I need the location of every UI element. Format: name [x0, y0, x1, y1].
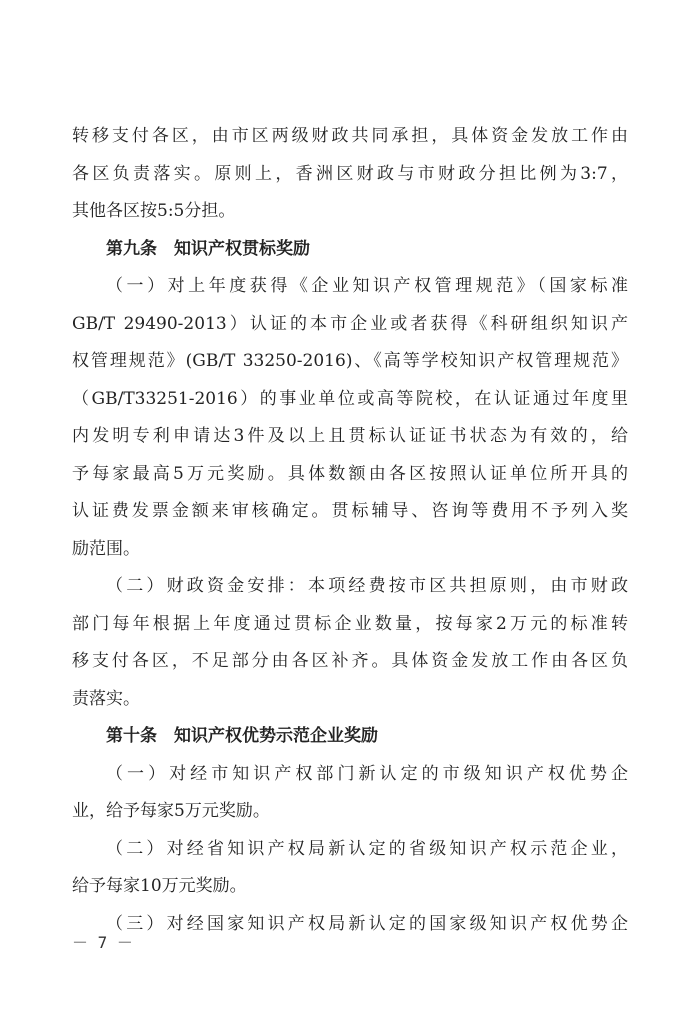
text-line: （GB/T33251-2016）的事业单位或高等院校，在认证通过年度里	[72, 388, 628, 409]
text-line: 移支付各区，不足部分由各区补齐。具体资金发放工作由各区负	[72, 651, 628, 671]
text-line: （三）对经国家知识产权局新认定的国家级知识产权优势企	[106, 913, 628, 934]
text-line: 内发明专利申请达3件及以上且贯标认证证书状态为有效的，给	[72, 426, 628, 446]
text-line: 转移支付各区，由市区两级财政共同承担，具体资金发放工作由	[72, 126, 628, 146]
text-line: （一）对经市知识产权部门新认定的市级知识产权优势企	[106, 763, 628, 784]
text-line: 予每家最高5万元奖励。具体数额由各区按照认证单位所开具的	[72, 463, 628, 484]
page-number: － 7 －	[72, 933, 133, 952]
text-line: （二）对经省知识产权局新认定的省级知识产权示范企业，	[106, 838, 628, 859]
text-line: 认证费发票金额来审核确定。贯标辅导、咨询等费用不予列入奖	[72, 501, 628, 521]
text-line: 各区负责落实。原则上，香洲区财政与市财政分担比例为3:7，	[72, 163, 628, 184]
text-line: GB/T 29490-2013）认证的本市企业或者获得《科研组织知识产	[72, 313, 628, 334]
text-line: （一）对上年度获得《企业知识产权管理规范》（国家标准	[106, 276, 628, 296]
text-line: （二）财政资金安排：本项经费按市区共担原则，由市财政	[106, 576, 628, 596]
text-line: 责落实。	[72, 688, 140, 709]
article-heading: 第九条 知识产权贯标奖励	[106, 238, 310, 259]
text-line: 励范围。	[72, 538, 140, 559]
article-heading: 第十条 知识产权优势示范企业奖励	[106, 726, 378, 746]
text-line: 给予每家10万元奖励。	[72, 876, 247, 896]
text-line: 权管理规范》(GB/T 33250-2016)、《高等学校知识产权管理规范》	[72, 351, 628, 371]
document-body	[72, 118, 628, 943]
text-line: 其他各区按5:5分担。	[72, 201, 236, 221]
text-line: 业，给予每家5万元奖励。	[72, 801, 270, 821]
text-line: 部门每年根据上年度通过贯标企业数量，按每家2万元的标准转	[72, 613, 628, 634]
